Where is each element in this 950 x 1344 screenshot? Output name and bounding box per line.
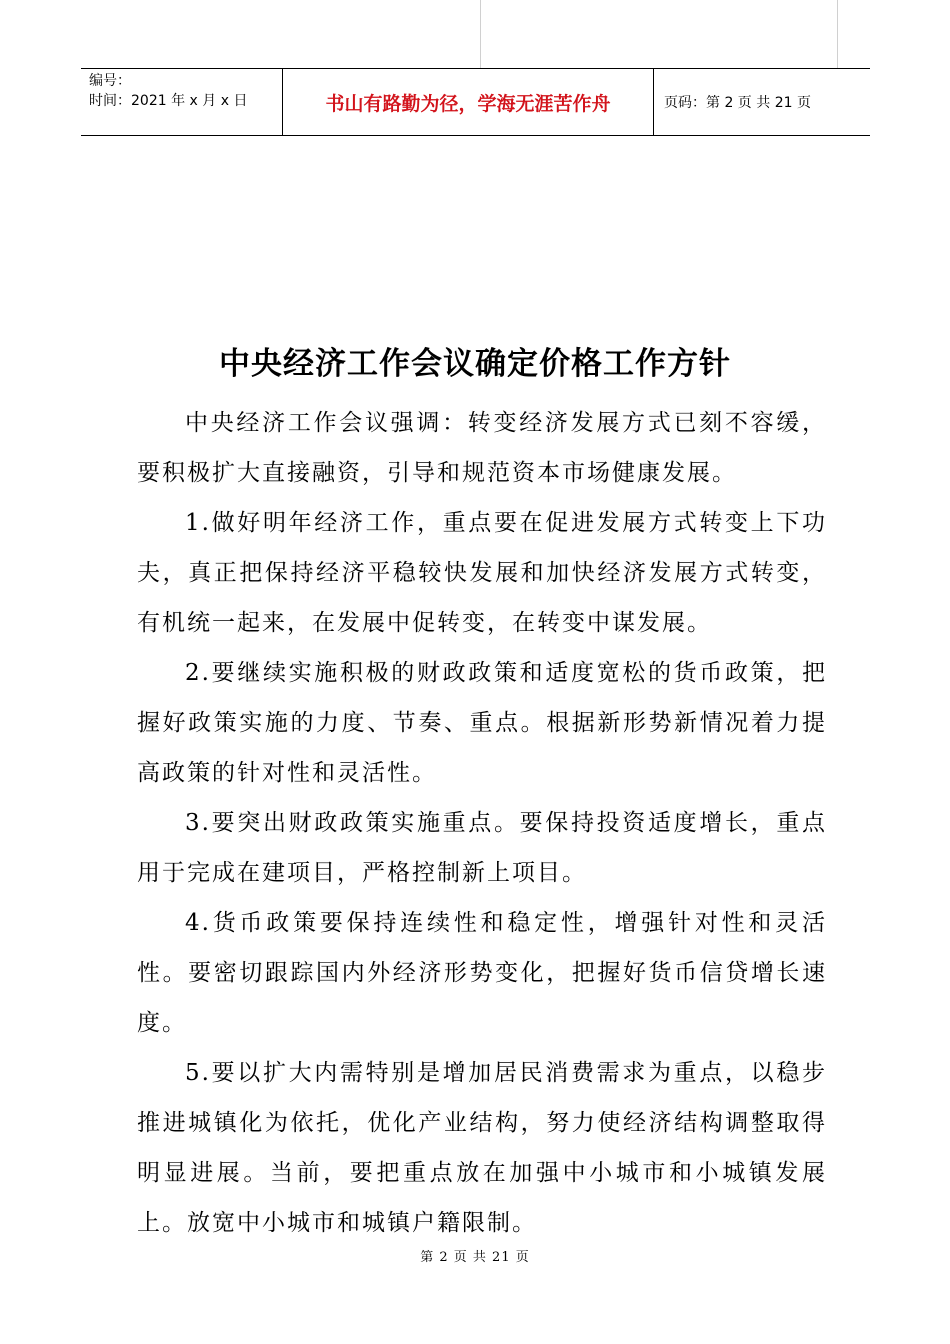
page-header <box>81 68 870 136</box>
document-body <box>137 398 827 1248</box>
paragraph-item-2: 2.要继续实施积极的财政政策和适度宽松的货币政策，把握好政策实施的力度、节奏、重点。根据新形势新情况着力提高政策的针对性和灵活性。 <box>137 660 827 786</box>
header-meta <box>81 69 283 135</box>
paragraph-item-4: 4.货币政策要保持连续性和稳定性，增强针对性和灵活性。要密切跟踪国内外经济形势变化，把握好货币信贷增长速度。 <box>137 910 827 1036</box>
number-label: 编号： <box>89 73 131 89</box>
header-page-info <box>654 69 870 135</box>
paragraph-intro: 中央经济工作会议强调：转变经济发展方式已刻不容缓，要积极扩大直接融资，引导和规范资本市场健康发展。 <box>137 410 827 486</box>
paragraph-item-1: 1.做好明年经济工作，重点要在促进发展方式转变上下功夫，真正把保持经济平稳较快发展和加快经济发展方式转变，有机统一起来，在发展中促转变，在转变中谋发展。 <box>137 510 827 636</box>
time-label: 时间：2021 年 x 月 x 日 <box>89 93 248 109</box>
header-motto <box>283 69 654 135</box>
motto-text: 书山有路勤为径，学海无涯苦作舟 <box>325 92 611 115</box>
paragraph-item-5: 5.要以扩大内需特别是增加居民消费需求为重点，以稳步推进城镇化为依托，优化产业结构，努力使经济结构调整取得明显进展。当前，要把重点放在加强中小城市和小城镇发展上。放宽中小城市和城镇户籍限制。 <box>137 1060 827 1236</box>
top-right-frame <box>480 0 838 68</box>
paragraph-item-3: 3.要突出财政政策实施重点。要保持投资适度增长，重点用于完成在建项目，严格控制新上项目。 <box>137 810 827 886</box>
page-info-text: 页码：第 2 页 共 21 页 <box>664 95 811 111</box>
document-title: 中央经济工作会议确定价格工作方针 <box>219 346 731 382</box>
page-footer: 第 2 页 共 21 页 <box>420 1250 530 1265</box>
